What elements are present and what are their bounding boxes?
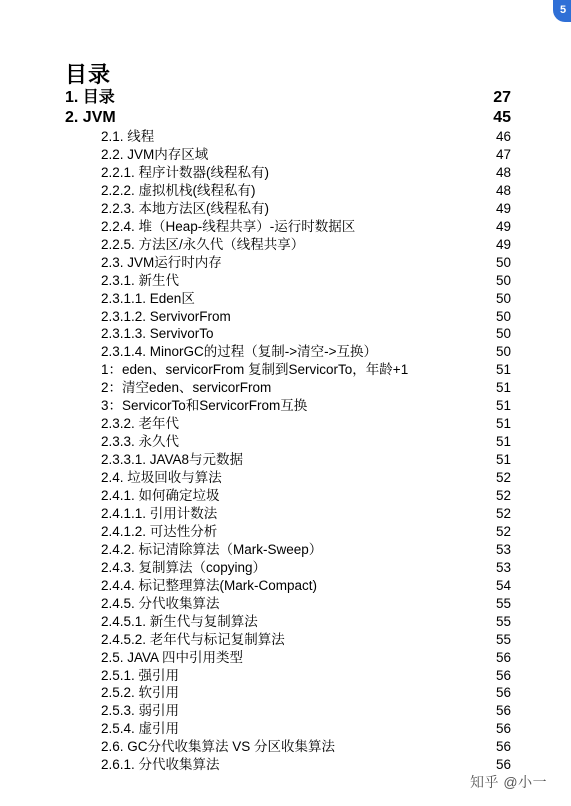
toc-entry-label: 2.3.2. 老年代 xyxy=(101,416,180,432)
toc-entry[interactable] xyxy=(101,738,511,755)
toc-entry[interactable] xyxy=(101,218,511,235)
toc-entry[interactable] xyxy=(101,559,511,576)
toc-entry[interactable] xyxy=(101,595,511,612)
toc-entry-page: 50 xyxy=(495,344,511,360)
toc-entry-page: 50 xyxy=(495,290,511,306)
toc-entry-label: 2.5.2. 软引用 xyxy=(101,685,180,701)
toc-entry-page: 51 xyxy=(495,398,511,414)
toc-entry[interactable] xyxy=(101,541,511,558)
toc-entry[interactable] xyxy=(101,236,511,253)
toc-entry-page: 50 xyxy=(495,308,511,324)
toc-entry[interactable] xyxy=(101,505,511,522)
toc-entry-chapter[interactable] xyxy=(65,108,511,127)
toc-entry-page: 56 xyxy=(495,685,511,701)
toc-entry-label: 2.6. GC分代收集算法 VS 分区收集算法 xyxy=(101,739,336,755)
toc-entry-label: 2.4.5.2. 老年代与标记复制算法 xyxy=(101,631,285,647)
toc-entry-page: 47 xyxy=(495,146,511,162)
toc-entry-page: 53 xyxy=(495,559,511,575)
toc-entry-label: 2.3.1. 新生代 xyxy=(101,272,180,288)
toc-entry-label: 2.2.1. 程序计数器(线程私有) xyxy=(101,164,270,180)
toc-entry[interactable] xyxy=(101,469,511,486)
toc-entry[interactable] xyxy=(101,649,511,666)
toc-entry-page: 51 xyxy=(495,416,511,432)
toc-entry-label: 2.5.4. 虚引用 xyxy=(101,721,180,737)
toc-entry[interactable] xyxy=(101,523,511,540)
toc-entry-page: 56 xyxy=(495,649,511,665)
toc-entry[interactable] xyxy=(101,379,511,396)
toc-entry[interactable] xyxy=(101,684,511,701)
toc-entry-page: 51 xyxy=(495,434,511,450)
toc-entry-page: 50 xyxy=(495,326,511,342)
toc-entry[interactable] xyxy=(101,577,511,594)
toc-entry-label: 2.4.5.1. 新生代与复制算法 xyxy=(101,613,258,629)
toc-entry-page: 49 xyxy=(495,236,511,252)
toc-entry-page: 54 xyxy=(495,577,511,593)
toc-entry-label: 2.6.1. 分代收集算法 xyxy=(101,757,220,773)
corner-badge: 5 xyxy=(553,0,571,22)
toc-entry-page: 51 xyxy=(495,380,511,396)
toc-entry-label: 2.2.5. 方法区/永久代（线程共享） xyxy=(101,236,305,252)
toc-entry-page: 56 xyxy=(495,739,511,755)
toc-entry-label: 2.3.1.3. ServivorTo xyxy=(101,326,214,342)
toc-entry[interactable] xyxy=(101,631,511,648)
toc-entry[interactable] xyxy=(101,415,511,432)
toc-entry-page: 55 xyxy=(495,595,511,611)
toc-entry-page: 45 xyxy=(493,109,511,126)
toc-entry-label: 2.3.1.1. Eden区 xyxy=(101,290,195,306)
toc-entry[interactable] xyxy=(101,397,511,414)
toc-entry[interactable] xyxy=(101,487,511,504)
toc-entry[interactable] xyxy=(101,433,511,450)
toc-entry-label: 2.3.3. 永久代 xyxy=(101,434,180,450)
toc-entry-label: 1：eden、servicorFrom 复制到ServicorTo，年龄+1 xyxy=(101,362,409,378)
toc-entry-page: 49 xyxy=(495,200,511,216)
toc-entry-page: 49 xyxy=(495,218,511,234)
toc-entry-label: 2.1. 线程 xyxy=(101,129,155,144)
toc-entry-label: 3：ServicorTo和ServicorFrom互换 xyxy=(101,398,308,414)
toc-entry-label: 2.3. JVM运行时内存 xyxy=(101,254,222,270)
toc-entry-page: 52 xyxy=(495,505,511,521)
toc-entry[interactable] xyxy=(101,756,511,773)
toc-entry[interactable] xyxy=(101,308,511,325)
toc-entry-page: 46 xyxy=(495,129,511,144)
toc-entry[interactable] xyxy=(101,272,511,289)
toc-entry-page: 55 xyxy=(495,613,511,629)
toc-entry-label: 2.3.1.4. MinorGC的过程（复制->清空->互换） xyxy=(101,344,378,360)
toc-entry-label: 2.5.1. 强引用 xyxy=(101,667,180,683)
toc-entry[interactable] xyxy=(101,451,511,468)
toc-entry[interactable] xyxy=(101,182,511,199)
toc-entry[interactable] xyxy=(101,146,511,163)
toc-entry[interactable] xyxy=(101,361,511,378)
toc-entry-label: 2.4.1.2. 可达性分析 xyxy=(101,523,218,539)
toc-entry-page: 52 xyxy=(495,470,511,486)
toc-entry[interactable] xyxy=(101,702,511,719)
toc-entry-label: 2.3.1.2. ServivorFrom xyxy=(101,308,231,324)
toc-entry-page: 52 xyxy=(495,488,511,503)
toc-entry-page: 27 xyxy=(493,89,511,106)
toc-entry[interactable] xyxy=(101,613,511,630)
toc-entry-page: 48 xyxy=(495,182,511,198)
toc-entry-label: 2. JVM xyxy=(65,109,116,126)
toc-entry-label: 1. 目录 xyxy=(65,89,115,106)
toc-entry-label: 2：清空eden、servicorFrom xyxy=(101,380,272,396)
toc-entry-label: 2.2.4. 堆（Heap-线程共享）-运行时数据区 xyxy=(101,218,356,234)
toc-entry-label: 2.4.3. 复制算法（copying） xyxy=(101,559,267,575)
toc-entry-page: 56 xyxy=(495,721,511,737)
toc-entry-label: 2.4.1.1. 引用计数法 xyxy=(101,505,218,521)
toc-entry-label: 2.4.2. 标记清除算法（Mark-Sweep） xyxy=(101,541,323,557)
toc-entry-label: 2.4.1. 如何确定垃圾 xyxy=(101,488,220,503)
toc-entry[interactable] xyxy=(101,343,511,360)
toc-entry[interactable] xyxy=(101,164,511,181)
toc-entry-label: 2.2. JVM内存区域 xyxy=(101,146,209,162)
toc-entry-page: 56 xyxy=(495,703,511,719)
toc-entry-label: 2.2.3. 本地方法区(线程私有) xyxy=(101,200,270,216)
toc-entry-chapter[interactable] xyxy=(65,88,511,107)
toc-entry-page: 55 xyxy=(495,631,511,647)
toc-entry-label: 2.4. 垃圾回收与算法 xyxy=(101,470,222,486)
toc-entry-page: 50 xyxy=(495,254,511,270)
toc-entry-page: 52 xyxy=(495,523,511,539)
toc-title: 目录 xyxy=(65,62,112,87)
toc-entry-label: 2.5. JAVA 四中引用类型 xyxy=(101,649,244,665)
toc-entry[interactable] xyxy=(101,290,511,307)
toc-entry[interactable] xyxy=(101,325,511,342)
toc-entry[interactable] xyxy=(101,128,511,145)
toc-entry-page: 50 xyxy=(495,272,511,288)
toc-entry-page: 51 xyxy=(495,362,511,378)
toc-entry-label: 2.3.3.1. JAVA8与元数据 xyxy=(101,452,244,468)
toc-entry-page: 56 xyxy=(495,757,511,773)
toc-entry-label: 2.2.2. 虚拟机栈(线程私有) xyxy=(101,182,256,198)
toc-entry[interactable] xyxy=(101,200,511,217)
toc-entry[interactable] xyxy=(101,254,511,271)
toc-entry[interactable] xyxy=(101,667,511,684)
toc-entry[interactable] xyxy=(101,720,511,737)
toc-entry-page: 53 xyxy=(495,541,511,557)
toc-entry-label: 2.5.3. 弱引用 xyxy=(101,703,180,719)
toc-entry-page: 51 xyxy=(495,452,511,468)
toc-entry-label: 2.4.5. 分代收集算法 xyxy=(101,595,220,611)
watermark: 知乎 @小一 xyxy=(470,774,548,790)
toc-entry-page: 56 xyxy=(495,667,511,683)
toc-entry-page: 48 xyxy=(495,164,511,180)
toc-entry-label: 2.4.4. 标记整理算法(Mark-Compact) xyxy=(101,577,318,593)
